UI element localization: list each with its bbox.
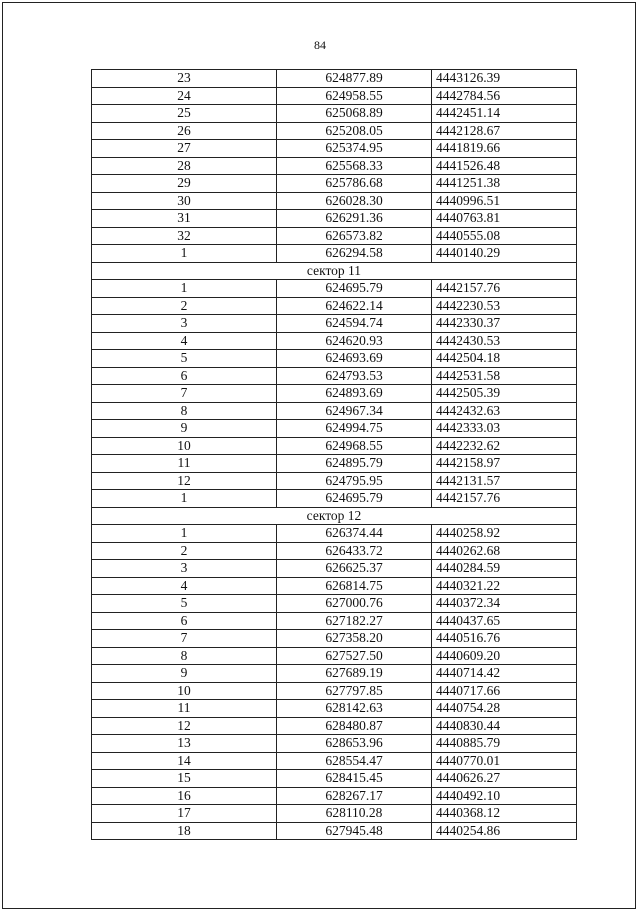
- x-coordinate-cell: 624622.14: [277, 297, 432, 315]
- point-number-cell: 18: [92, 822, 277, 840]
- y-coordinate-cell: 4442432.63: [432, 402, 577, 420]
- y-coordinate-cell: 4442230.53: [432, 297, 577, 315]
- x-coordinate-cell: 625786.68: [277, 175, 432, 193]
- point-number-cell: 11: [92, 455, 277, 473]
- x-coordinate-cell: 624893.69: [277, 385, 432, 403]
- y-coordinate-cell: 4440626.27: [432, 770, 577, 788]
- y-coordinate-cell: 4442158.97: [432, 455, 577, 473]
- table-row: [92, 665, 577, 683]
- x-coordinate-cell: 624795.95: [277, 472, 432, 490]
- y-coordinate-cell: 4440284.59: [432, 560, 577, 578]
- table-row: [92, 385, 577, 403]
- point-number-cell: 10: [92, 437, 277, 455]
- x-coordinate-cell: 625068.89: [277, 105, 432, 123]
- page-number: 84: [314, 38, 326, 52]
- y-coordinate-cell: 4442784.56: [432, 87, 577, 105]
- table-row: [92, 437, 577, 455]
- point-number-cell: 5: [92, 595, 277, 613]
- y-coordinate-cell: 4442157.76: [432, 280, 577, 298]
- y-coordinate-cell: 4440714.42: [432, 665, 577, 683]
- table-row: [92, 367, 577, 385]
- table-row: [92, 805, 577, 823]
- point-number-cell: 17: [92, 805, 277, 823]
- table-row: [92, 315, 577, 333]
- table-row: [92, 787, 577, 805]
- table-row: [92, 735, 577, 753]
- point-number-cell: 24: [92, 87, 277, 105]
- table-row: [92, 700, 577, 718]
- point-number-cell: 14: [92, 752, 277, 770]
- x-coordinate-cell: 628653.96: [277, 735, 432, 753]
- x-coordinate-cell: 626374.44: [277, 525, 432, 543]
- x-coordinate-cell: 624793.53: [277, 367, 432, 385]
- table-row: [92, 770, 577, 788]
- y-coordinate-cell: 4440609.20: [432, 647, 577, 665]
- table-row: [92, 647, 577, 665]
- x-coordinate-cell: 626573.82: [277, 227, 432, 245]
- point-number-cell: 12: [92, 717, 277, 735]
- point-number-cell: 10: [92, 682, 277, 700]
- point-number-cell: 3: [92, 315, 277, 333]
- table-row: [92, 490, 577, 508]
- x-coordinate-cell: 627182.27: [277, 612, 432, 630]
- table-row: [92, 752, 577, 770]
- point-number-cell: 3: [92, 560, 277, 578]
- y-coordinate-cell: 4440516.76: [432, 630, 577, 648]
- x-coordinate-cell: 627689.19: [277, 665, 432, 683]
- y-coordinate-cell: 4440717.66: [432, 682, 577, 700]
- point-number-cell: 13: [92, 735, 277, 753]
- y-coordinate-cell: 4443126.39: [432, 70, 577, 88]
- y-coordinate-cell: 4440368.12: [432, 805, 577, 823]
- point-number-cell: 2: [92, 297, 277, 315]
- table-row: [92, 332, 577, 350]
- coordinates-table-body: [92, 70, 577, 840]
- point-number-cell: 1: [92, 280, 277, 298]
- x-coordinate-cell: 628554.47: [277, 752, 432, 770]
- point-number-cell: 15: [92, 770, 277, 788]
- y-coordinate-cell: 4442430.53: [432, 332, 577, 350]
- y-coordinate-cell: 4442531.58: [432, 367, 577, 385]
- table-row: [92, 210, 577, 228]
- x-coordinate-cell: 624967.34: [277, 402, 432, 420]
- x-coordinate-cell: 627358.20: [277, 630, 432, 648]
- coordinates-table: [91, 69, 577, 840]
- y-coordinate-cell: 4441251.38: [432, 175, 577, 193]
- table-row: [92, 122, 577, 140]
- point-number-cell: 29: [92, 175, 277, 193]
- point-number-cell: 4: [92, 577, 277, 595]
- y-coordinate-cell: 4442330.37: [432, 315, 577, 333]
- point-number-cell: 8: [92, 647, 277, 665]
- point-number-cell: 31: [92, 210, 277, 228]
- y-coordinate-cell: 4442504.18: [432, 350, 577, 368]
- point-number-cell: 16: [92, 787, 277, 805]
- point-number-cell: 9: [92, 665, 277, 683]
- table-row: [92, 297, 577, 315]
- table-row: [92, 717, 577, 735]
- point-number-cell: 9: [92, 420, 277, 438]
- x-coordinate-cell: 628110.28: [277, 805, 432, 823]
- sector-header-row: [92, 262, 577, 280]
- y-coordinate-cell: 4440140.29: [432, 245, 577, 263]
- x-coordinate-cell: 624695.79: [277, 490, 432, 508]
- x-coordinate-cell: 627797.85: [277, 682, 432, 700]
- y-coordinate-cell: 4442157.76: [432, 490, 577, 508]
- x-coordinate-cell: 627945.48: [277, 822, 432, 840]
- y-coordinate-cell: 4440437.65: [432, 612, 577, 630]
- point-number-cell: 4: [92, 332, 277, 350]
- table-row: [92, 420, 577, 438]
- y-coordinate-cell: 4440754.28: [432, 700, 577, 718]
- table-row: [92, 577, 577, 595]
- point-number-cell: 12: [92, 472, 277, 490]
- y-coordinate-cell: 4440321.22: [432, 577, 577, 595]
- x-coordinate-cell: 624620.93: [277, 332, 432, 350]
- table-row: [92, 630, 577, 648]
- point-number-cell: 1: [92, 245, 277, 263]
- point-number-cell: 6: [92, 612, 277, 630]
- sector-header-row: [92, 507, 577, 525]
- x-coordinate-cell: 624994.75: [277, 420, 432, 438]
- table-row: [92, 822, 577, 840]
- y-coordinate-cell: 4442505.39: [432, 385, 577, 403]
- x-coordinate-cell: 626294.58: [277, 245, 432, 263]
- y-coordinate-cell: 4440254.86: [432, 822, 577, 840]
- y-coordinate-cell: 4440770.01: [432, 752, 577, 770]
- table-row: [92, 542, 577, 560]
- y-coordinate-cell: 4440492.10: [432, 787, 577, 805]
- table-row: [92, 682, 577, 700]
- table-row: [92, 157, 577, 175]
- y-coordinate-cell: 4440885.79: [432, 735, 577, 753]
- y-coordinate-cell: 4441819.66: [432, 140, 577, 158]
- x-coordinate-cell: 624895.79: [277, 455, 432, 473]
- table-row: [92, 105, 577, 123]
- x-coordinate-cell: 624693.69: [277, 350, 432, 368]
- x-coordinate-cell: 625374.95: [277, 140, 432, 158]
- table-row: [92, 595, 577, 613]
- point-number-cell: 11: [92, 700, 277, 718]
- y-coordinate-cell: 4440996.51: [432, 192, 577, 210]
- x-coordinate-cell: 626433.72: [277, 542, 432, 560]
- point-number-cell: 2: [92, 542, 277, 560]
- x-coordinate-cell: 624594.74: [277, 315, 432, 333]
- point-number-cell: 7: [92, 630, 277, 648]
- y-coordinate-cell: 4441526.48: [432, 157, 577, 175]
- x-coordinate-cell: 628480.87: [277, 717, 432, 735]
- sector-label: сектор 12: [92, 507, 577, 525]
- point-number-cell: 7: [92, 385, 277, 403]
- table-row: [92, 175, 577, 193]
- table-row: [92, 560, 577, 578]
- point-number-cell: 6: [92, 367, 277, 385]
- y-coordinate-cell: 4440555.08: [432, 227, 577, 245]
- y-coordinate-cell: 4442232.62: [432, 437, 577, 455]
- x-coordinate-cell: 626625.37: [277, 560, 432, 578]
- x-coordinate-cell: 627000.76: [277, 595, 432, 613]
- y-coordinate-cell: 4440258.92: [432, 525, 577, 543]
- table-row: [92, 87, 577, 105]
- point-number-cell: 28: [92, 157, 277, 175]
- y-coordinate-cell: 4442451.14: [432, 105, 577, 123]
- point-number-cell: 27: [92, 140, 277, 158]
- table-row: [92, 192, 577, 210]
- y-coordinate-cell: 4440262.68: [432, 542, 577, 560]
- sector-label: сектор 11: [92, 262, 577, 280]
- y-coordinate-cell: 4442128.67: [432, 122, 577, 140]
- table-row: [92, 280, 577, 298]
- point-number-cell: 8: [92, 402, 277, 420]
- table-row: [92, 612, 577, 630]
- x-coordinate-cell: 628415.45: [277, 770, 432, 788]
- y-coordinate-cell: 4440372.34: [432, 595, 577, 613]
- table-row: [92, 140, 577, 158]
- x-coordinate-cell: 624958.55: [277, 87, 432, 105]
- y-coordinate-cell: 4440763.81: [432, 210, 577, 228]
- x-coordinate-cell: 625568.33: [277, 157, 432, 175]
- x-coordinate-cell: 626028.30: [277, 192, 432, 210]
- table-row: [92, 402, 577, 420]
- point-number-cell: 23: [92, 70, 277, 88]
- table-row: [92, 70, 577, 88]
- point-number-cell: 1: [92, 525, 277, 543]
- y-coordinate-cell: 4440830.44: [432, 717, 577, 735]
- table-row: [92, 472, 577, 490]
- point-number-cell: 25: [92, 105, 277, 123]
- x-coordinate-cell: 624968.55: [277, 437, 432, 455]
- table-row: [92, 455, 577, 473]
- x-coordinate-cell: 624877.89: [277, 70, 432, 88]
- y-coordinate-cell: 4442131.57: [432, 472, 577, 490]
- x-coordinate-cell: 628267.17: [277, 787, 432, 805]
- x-coordinate-cell: 627527.50: [277, 647, 432, 665]
- table-row: [92, 525, 577, 543]
- x-coordinate-cell: 625208.05: [277, 122, 432, 140]
- point-number-cell: 1: [92, 490, 277, 508]
- table-row: [92, 350, 577, 368]
- x-coordinate-cell: 628142.63: [277, 700, 432, 718]
- point-number-cell: 30: [92, 192, 277, 210]
- point-number-cell: 32: [92, 227, 277, 245]
- y-coordinate-cell: 4442333.03: [432, 420, 577, 438]
- point-number-cell: 5: [92, 350, 277, 368]
- x-coordinate-cell: 624695.79: [277, 280, 432, 298]
- x-coordinate-cell: 626814.75: [277, 577, 432, 595]
- table-row: [92, 245, 577, 263]
- x-coordinate-cell: 626291.36: [277, 210, 432, 228]
- table-row: [92, 227, 577, 245]
- point-number-cell: 26: [92, 122, 277, 140]
